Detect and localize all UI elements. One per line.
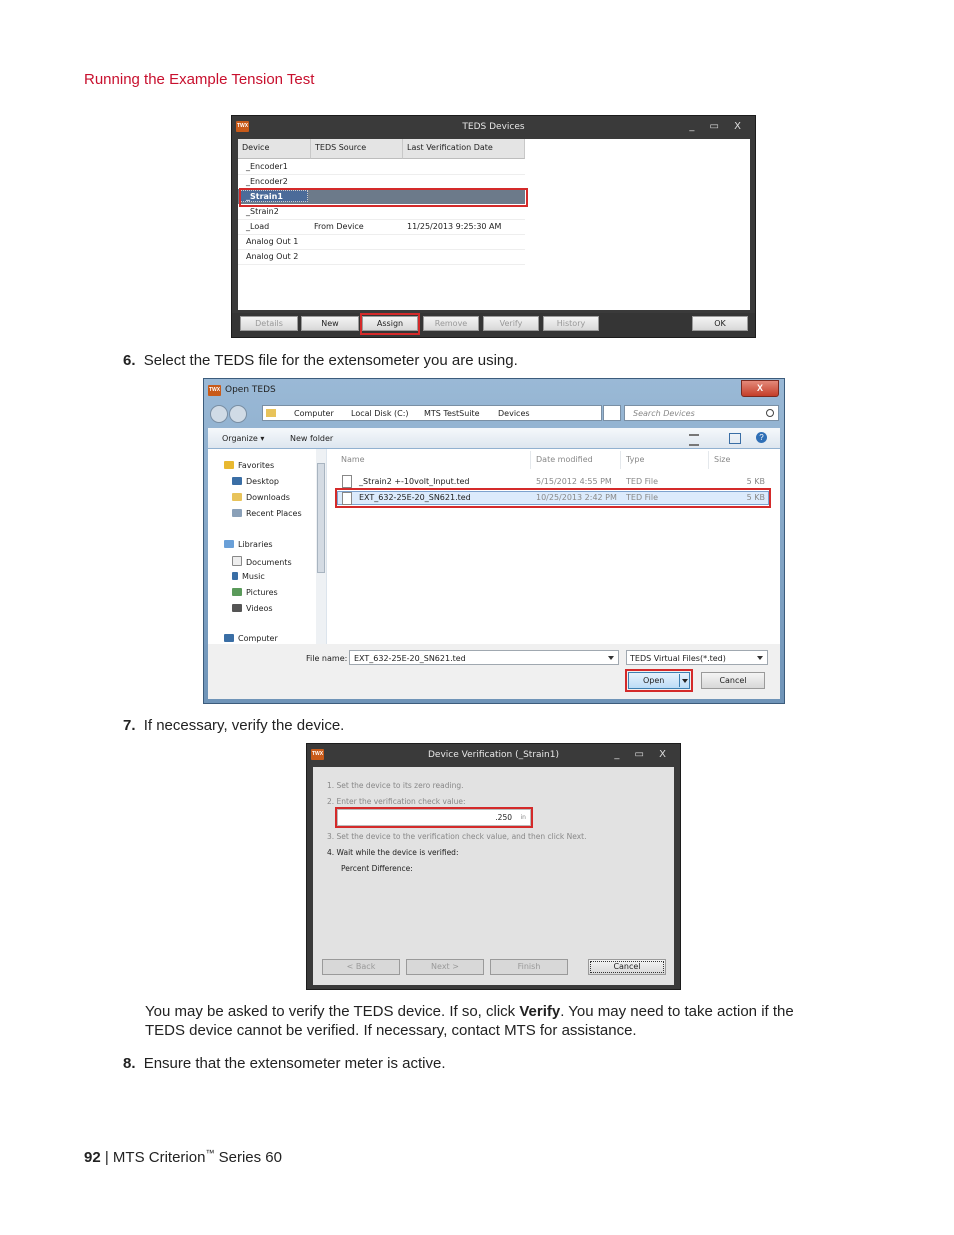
- highlight-selected-file: [335, 488, 771, 508]
- file-size: 5 KB: [746, 477, 765, 486]
- file-icon: [342, 475, 352, 488]
- row-device: _Encoder1: [246, 162, 288, 171]
- nav-label: Favorites: [238, 461, 275, 470]
- verify-step-1: 1. Set the device to its zero reading.: [327, 781, 464, 790]
- app-logo-icon: TWX: [208, 385, 221, 396]
- nav-label: Computer: [238, 634, 278, 643]
- cancel-button[interactable]: Cancel: [701, 672, 765, 689]
- forward-button[interactable]: [229, 405, 247, 423]
- pictures-icon: [232, 588, 242, 596]
- highlight-assign: [360, 313, 420, 335]
- nav-documents[interactable]: [232, 556, 292, 567]
- desktop-icon: [232, 477, 242, 485]
- verify-step-3: 3. Set the device to the verification check value, and then click Next.: [327, 832, 587, 841]
- recent-places-icon: [232, 509, 242, 517]
- libraries-icon: [224, 540, 234, 548]
- file-date: 5/15/2012 4:55 PM: [536, 477, 612, 486]
- new-folder-button[interactable]: New folder: [290, 434, 334, 443]
- note-bold: Verify: [519, 1003, 561, 1020]
- column-header-date[interactable]: Date modified: [536, 455, 593, 464]
- window-title: Device Verification (_Strain1): [428, 750, 559, 760]
- column-divider: [708, 451, 709, 469]
- verify-step-2: 2. Enter the verification check value:: [327, 797, 466, 806]
- scrollbar-thumb[interactable]: [317, 463, 325, 573]
- file-size: 5 KB: [746, 493, 765, 502]
- note-text-cont: . You may need to take action if the TEDS device cannot be verified. If necessary, contact MTS for assistance.: [145, 1003, 794, 1039]
- row-device: Analog Out 1: [246, 237, 299, 246]
- file-type-value: TEDS Virtual Files(*.ted): [630, 654, 726, 663]
- header-filler: [525, 139, 750, 159]
- organize-button[interactable]: Organize ▾: [222, 434, 265, 443]
- chevron-down-icon: [608, 656, 614, 660]
- window-title: Open TEDS: [225, 385, 276, 395]
- table-row[interactable]: [238, 219, 525, 235]
- step-7: [123, 717, 344, 734]
- breadcrumb-computer[interactable]: Computer: [294, 409, 334, 418]
- filename-label: File name:: [306, 654, 348, 663]
- nav-computer[interactable]: [224, 634, 278, 644]
- window-title: TEDS Devices: [462, 122, 525, 132]
- table-row[interactable]: [238, 249, 525, 265]
- nav-favorites[interactable]: [224, 461, 274, 470]
- videos-icon: [232, 604, 242, 612]
- step-6: [123, 352, 518, 369]
- breadcrumb-devices[interactable]: Devices: [498, 409, 530, 418]
- filename-input[interactable]: [349, 650, 619, 665]
- back-button[interactable]: < Back: [322, 959, 400, 975]
- view-options-icon[interactable]: [689, 434, 699, 446]
- file-type: TED File: [626, 493, 659, 502]
- computer-icon: [224, 634, 234, 642]
- column-header-last-verification[interactable]: Last Verification Date: [403, 139, 525, 159]
- verify-button[interactable]: Verify: [483, 316, 539, 331]
- window-controls[interactable]: _ ▭ X: [614, 749, 672, 760]
- nav-label: Libraries: [238, 540, 273, 549]
- address-bar[interactable]: [262, 405, 602, 421]
- table-row[interactable]: [238, 234, 525, 250]
- file-name: EXT_632-25E-20_SN621.ted: [359, 493, 471, 502]
- list-item[interactable]: [337, 475, 769, 489]
- step-text: If necessary, verify the device.: [143, 717, 345, 734]
- navigation-pane: [208, 449, 327, 644]
- breadcrumb-mts-testsuite[interactable]: MTS TestSuite: [424, 409, 480, 418]
- device-table: [238, 139, 750, 310]
- open-label: Open: [643, 676, 665, 685]
- unit-label: in: [520, 814, 526, 821]
- footer-series: Series 60: [214, 1149, 282, 1166]
- table-row[interactable]: [238, 159, 525, 175]
- row-device: _Load: [246, 222, 270, 231]
- file-name: _Strain2 +-10volt_Input.ted: [359, 477, 470, 486]
- column-header-teds-source[interactable]: TEDS Source: [311, 139, 403, 159]
- nav-pictures[interactable]: [232, 588, 278, 597]
- row-date: 11/25/2013 9:25:30 AM: [407, 222, 502, 231]
- filename-value: EXT_632-25E-20_SN621.ted: [354, 654, 466, 663]
- page-footer: [84, 1148, 282, 1166]
- open-teds-window: [203, 378, 785, 704]
- step-number: 6.: [123, 352, 136, 369]
- file-type-select[interactable]: [626, 650, 768, 665]
- nav-label: Documents: [246, 558, 292, 567]
- nav-videos[interactable]: [232, 604, 273, 613]
- refresh-button[interactable]: [603, 405, 621, 421]
- nav-scrollbar[interactable]: [316, 449, 326, 644]
- nav-label: Videos: [246, 604, 273, 613]
- music-icon: [232, 572, 238, 580]
- nav-libraries[interactable]: [224, 540, 273, 549]
- folder-icon: [266, 409, 276, 417]
- highlight-open: [625, 669, 693, 692]
- step-text: Select the TEDS file for the extensometer you are using.: [143, 352, 518, 369]
- row-device: _Strain1: [246, 192, 283, 201]
- search-placeholder: Search Devices: [633, 409, 695, 418]
- search-input[interactable]: [624, 405, 779, 421]
- downloads-icon: [232, 493, 242, 501]
- step-text: Ensure that the extensometer meter is active.: [143, 1055, 446, 1072]
- chevron-down-icon: [757, 656, 763, 660]
- device-verification-window: [306, 743, 681, 990]
- close-button[interactable]: [741, 380, 779, 397]
- step-8: [123, 1055, 446, 1072]
- search-icon: [766, 409, 774, 417]
- percent-difference-label: Percent Difference:: [341, 864, 413, 873]
- cancel-button[interactable]: Cancel: [588, 959, 666, 975]
- teds-devices-window: [231, 115, 756, 338]
- column-header-type[interactable]: Type: [626, 455, 645, 464]
- page-number: 92: [84, 1149, 101, 1166]
- help-icon[interactable]: ?: [756, 432, 767, 443]
- history-button[interactable]: History: [543, 316, 599, 331]
- file-type: TED File: [626, 477, 659, 486]
- assign-button[interactable]: Assign: [362, 316, 418, 331]
- verification-panel: [313, 767, 674, 985]
- column-header-name[interactable]: Name: [341, 455, 365, 464]
- star-icon: [224, 461, 234, 469]
- trademark: ™: [205, 1148, 215, 1158]
- row-source: From Device: [314, 222, 364, 231]
- preview-pane-icon[interactable]: [729, 433, 741, 444]
- nav-label: Desktop: [246, 477, 279, 486]
- check-value: .250: [495, 813, 512, 822]
- file-date: 10/25/2013 2:42 PM: [536, 493, 617, 502]
- column-header-size[interactable]: Size: [714, 455, 731, 464]
- nav-music[interactable]: [232, 572, 265, 581]
- footer-product: | MTS Criterion: [100, 1149, 206, 1166]
- breadcrumb-local-disk[interactable]: Local Disk (C:): [351, 409, 409, 418]
- app-logo-icon: TWX: [236, 121, 249, 132]
- back-button[interactable]: [210, 405, 228, 423]
- highlight-strain1: [239, 188, 528, 207]
- next-button[interactable]: Next >: [406, 959, 484, 975]
- nav-desktop[interactable]: [232, 477, 279, 486]
- remove-button[interactable]: Remove: [423, 316, 479, 331]
- window-controls[interactable]: _ ▭ X: [689, 121, 747, 132]
- ok-button[interactable]: OK: [692, 316, 748, 331]
- column-divider: [530, 451, 531, 469]
- file-list: [327, 449, 780, 644]
- nav-downloads[interactable]: [232, 493, 290, 502]
- verify-step-4: 4. Wait while the device is verified:: [327, 848, 459, 857]
- documents-icon: [232, 556, 242, 566]
- close-icon: X: [756, 383, 763, 393]
- step-number: 8.: [123, 1055, 136, 1072]
- step-number: 7.: [123, 717, 136, 734]
- section-header: Running the Example Tension Test: [84, 71, 315, 88]
- nav-recent-places[interactable]: [232, 509, 302, 518]
- note-text: You may be asked to verify the TEDS device. If so, click: [145, 1003, 520, 1020]
- nav-label: Pictures: [246, 588, 278, 597]
- row-device: _Encoder2: [246, 177, 288, 186]
- app-logo-icon: TWX: [311, 749, 324, 760]
- finish-button[interactable]: Finish: [490, 959, 568, 975]
- nav-label: Music: [242, 572, 265, 581]
- nav-label: Recent Places: [246, 509, 302, 518]
- row-device: Analog Out 2: [246, 252, 299, 261]
- new-button[interactable]: New: [301, 316, 359, 331]
- verify-note: [145, 1002, 835, 1040]
- nav-label: Downloads: [246, 493, 290, 502]
- row-device: _Strain2: [246, 207, 279, 216]
- details-button[interactable]: Details: [240, 316, 298, 331]
- column-divider: [620, 451, 621, 469]
- highlight-check-value: [335, 807, 533, 828]
- column-header-device[interactable]: Device: [238, 139, 311, 159]
